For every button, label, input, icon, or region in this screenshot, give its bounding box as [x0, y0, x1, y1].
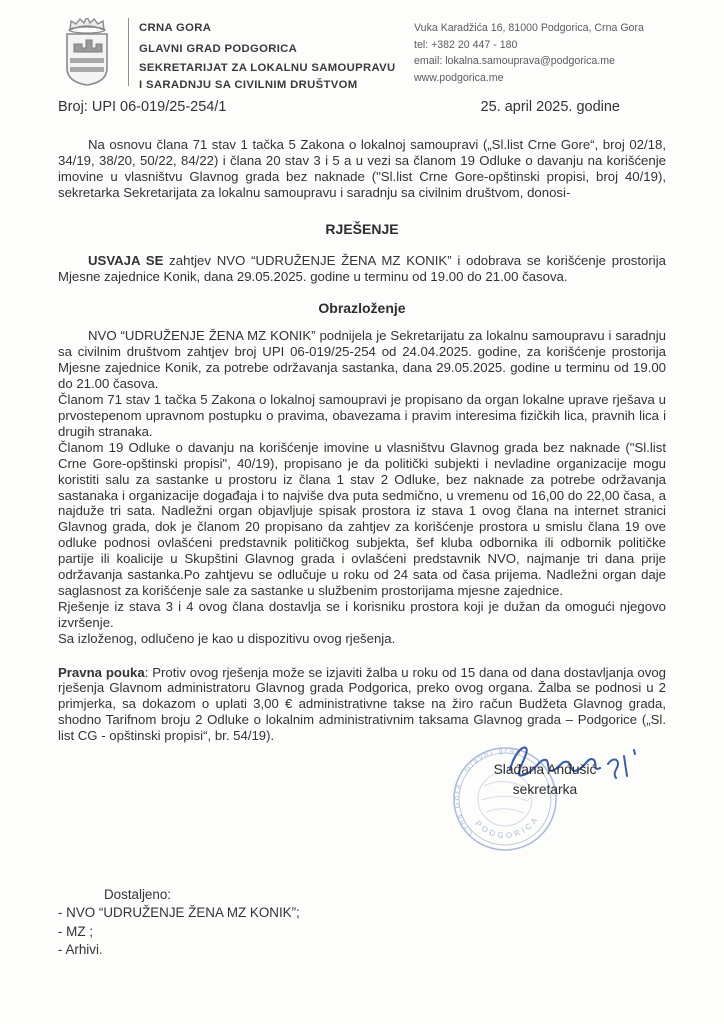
legal-notice	[58, 665, 666, 745]
contact-phone: tel: +382 20 447 - 180	[414, 38, 518, 51]
signatory-name: Slađana Anđušić	[493, 762, 597, 778]
letterhead	[58, 16, 666, 93]
stamp-rim-bottom-text: PODGORICA	[473, 813, 542, 841]
header-divider	[128, 18, 129, 86]
rationale-paragraph: Sa izloženog, odlučeno je kao u dispozitivu ovog rješenja.	[58, 630, 396, 646]
org-country: CRNA GORA	[139, 22, 212, 34]
org-secretariat-line2: I SARADNJU SA CIVILNIM DRUŠTVOM	[139, 78, 358, 91]
stamp-rim-top-text: Crna Gora · Glavni grad	[451, 746, 524, 838]
org-city: GLAVNI GRAD PODGORICA	[139, 42, 298, 55]
rationale-section	[58, 328, 666, 646]
legal-lead: Pravna pouka	[58, 664, 145, 680]
decision-paragraph	[58, 253, 666, 285]
svg-text:PODGORICA	[473, 814, 541, 840]
doc-date: 25. april 2025. godine	[480, 99, 620, 115]
rationale-paragraph: Članom 71 stav 1 tačka 5 Zakona o lokalnoj samoupravi je propisano da organ lokalne uprave rješava u prvostepenom upravnom postupku o pravima, obavezama i pravim interesima fizičkih lica, pravnih lica i drugih stranaka.	[58, 392, 666, 439]
rationale-paragraph: NVO “UDRUŽENJE ŽENA MZ KONIK” podnijela je Sekretarijatu za lokalnu samoupravu i saradnju sa civilnim društvom zahtjev broj UPI 06-019/25-254 od 24.04.2025. godine, za korišćenje prostorija Mjesne zajednice Konik, za potrebe održavanja sastanka, dana 29.05.2025. godine u terminu od 19.00 do 21.00 časova.	[58, 328, 666, 392]
signatory-role: sekretarka	[512, 782, 578, 798]
distribution-label: Dostaljeno:	[104, 887, 171, 903]
contact-address: Vuka Karadžića 16, 81000 Podgorica, Crna Gora	[414, 22, 644, 34]
rationale-paragraph: Članom 19 Odluke o davanju na korišćenje imovine u vlasništvu Glavnog grada bez naknade ("Sl.list Crne Gore-opštinski propisi", 40/19), propisano je da politički subjekti i nevladine organizacije mogu koristiti salu za sastanke u prostoru iz člana 1 stav 2 Odluke, bez naknade za potrebe održavanja sastanaka i organizacije događaja i to najviše dva puta sedmično, u vremenu od 16,00 do 22,00 časa, a najduže tri sata. Nadležni organ objavljuje spisak prostora iz stava 1 ovog člana na internet stranici Glavnog grada, dok je članom 20 propisano da zahtjev za korišćenje prostora u smislu člana 19 ove odluke podnosi ovlašćeni predstavnik političkog subjekta, šef kluba odbornika ili odbornik političke partije ili koalicije u Skupštini Glavnog grada i ovlašćeni predstavnik NVO, najmanje tri dana prije održavanja sastanka.Po zahtjevu se odlučuje u roku od 24 sata od časa prijema. Nadležni organ daje saglasnost za korišćenje sale za sastanke u službenim prostorijama mjesne zajednice.	[58, 439, 666, 598]
rationale-title: Obrazloženje	[318, 300, 406, 317]
doc-number: Broj: UPI 06-019/25-254/1	[58, 99, 227, 115]
distribution-item: - MZ ;	[58, 923, 93, 939]
signatory-block	[430, 746, 660, 841]
contact-block	[414, 16, 666, 86]
legal-rest: : Protiv ovog rješenja može se izjaviti žalba u roku od 15 dana od dana dostavljanja ovog rješenja Glavnom administratoru Glavnog grada Podgorica, preko ovog organa. Žalba se podnosi u 2 primjerka, sa dokazom o uplati 3,00 € administrativne takse na žiro račun Budžeta Glavnog grada, shodno Tarifnom broju 2 Odluke o lokalnim administrativnim taksama Glavnog grada – Podgorice („Sl. list CG - opštinski propisi“, br. 54/19).	[58, 664, 666, 744]
signature-area	[58, 744, 666, 862]
decision-lead: USVAJA SE	[88, 252, 164, 268]
coat-of-arms-icon	[58, 16, 124, 93]
contact-email: email: lokalna.samouprava@podgorica.me	[414, 55, 615, 67]
rationale-paragraph: Rješenje iz stava 3 i 4 ovog člana dostavlja se i korisniku prostora koji je dužan da omogući njegovo izvršenje.	[58, 598, 666, 630]
distribution-section	[58, 886, 666, 959]
distribution-item: - Arhivi.	[58, 941, 103, 957]
contact-website: www.podgorica.me	[414, 71, 504, 84]
decision-rest: zahtjev NVO “UDRUŽENJE ŽENA MZ KONIK” i odobrava se korišćenje prostorija Mjesne zajednice Konik, dana 29.05.2025. godine u terminu od 19.00 do 21.00 časova.	[58, 252, 666, 284]
distribution-item: - NVO “UDRUŽENJE ŽENA MZ KONIK”;	[58, 905, 300, 921]
reference-row	[58, 99, 666, 115]
intro-paragraph: Na osnovu člana 71 stav 1 tačka 5 Zakona o lokalnoj samoupravi („Sl.list Crne Gore“, broj 02/18, 34/19, 38/20, 50/22, 84/22) i člana 20 stav 3 i 5 a u vezi sa članom 19 Odluke o davanju na korišćenje imovine u vlasništvu Glavnog grada bez naknade ("Sl.list Crne Gore-opštinski propisi, broj 40/19), sekretarka Sekretarijata za lokalnu samoupravu i saradnju sa civilnim društvom, donosi-	[58, 137, 666, 200]
org-name-block	[139, 16, 414, 93]
decision-title: RJEŠENJE	[325, 220, 399, 237]
org-secretariat-line1: SEKRETARIJAT ZA LOKALNU SAMOUPRAVU	[139, 62, 396, 74]
